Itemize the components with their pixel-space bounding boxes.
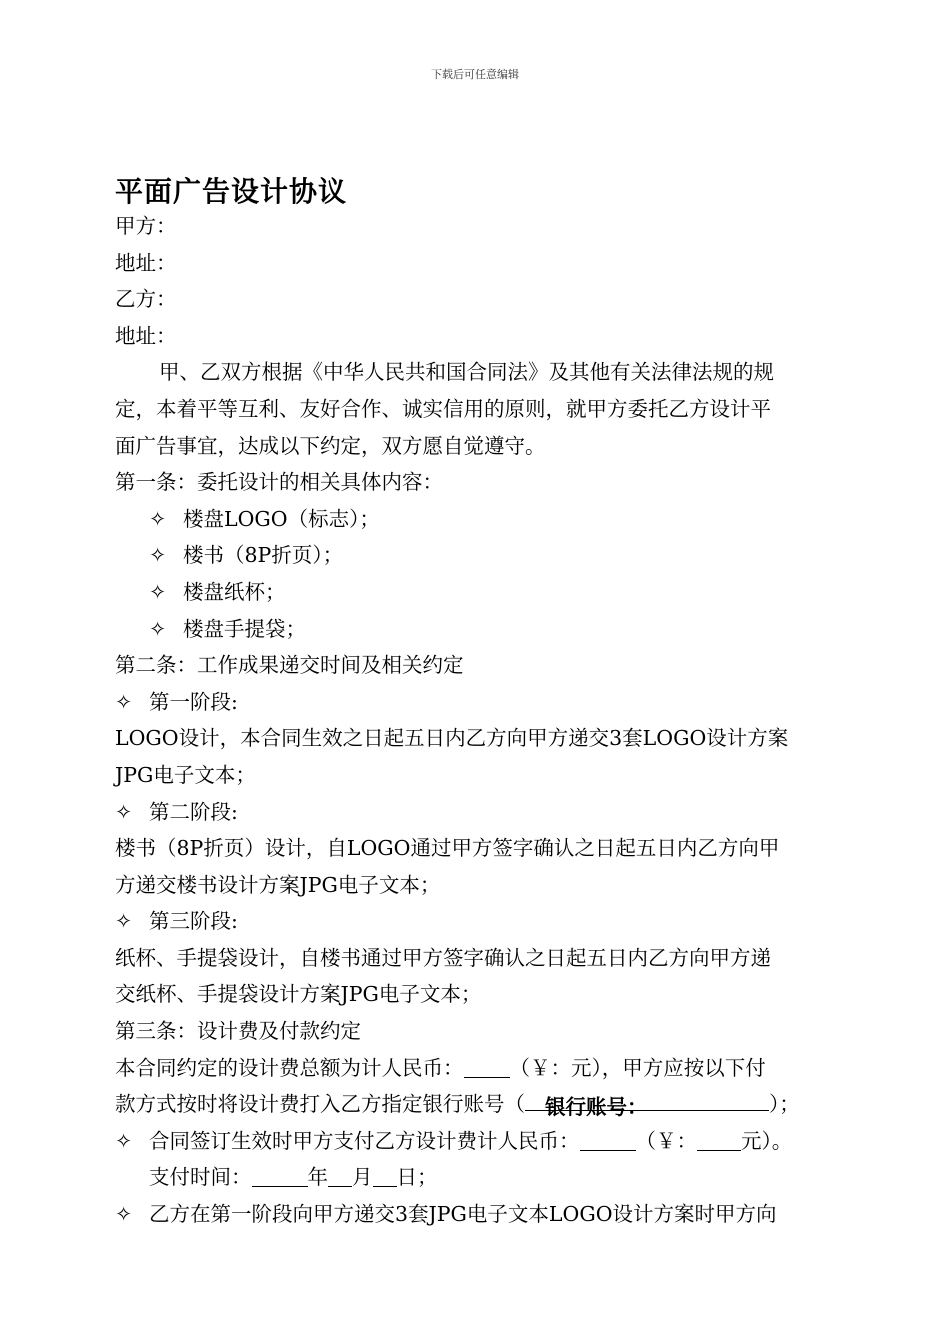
stage-label-text: 第二阶段: bbox=[149, 799, 238, 824]
stage-label bbox=[115, 794, 840, 831]
bank-account-line bbox=[115, 1086, 840, 1123]
list-item-text: 楼盘LOGO（标志）； bbox=[183, 506, 380, 531]
payment-time-line bbox=[115, 1159, 840, 1196]
fee-total-text: 本合同约定的设计费总额为计人民币： bbox=[115, 1055, 464, 1080]
diamond-bullet-icon: ✧ bbox=[149, 506, 167, 531]
stage-label-text: 第一阶段: bbox=[149, 689, 238, 714]
party-a-line: 甲方： bbox=[115, 214, 177, 238]
address-b-line: 地址： bbox=[115, 323, 177, 348]
payment-item bbox=[115, 1123, 840, 1160]
fee-total-text-2: （￥：元），甲方应按以下付 bbox=[509, 1055, 766, 1080]
stage-label bbox=[115, 903, 840, 940]
diamond-bullet-icon: ✧ bbox=[115, 799, 133, 824]
stage-text: LOGO设计，本合同生效之日起五日内乙方向甲方递交3套LOGO设计方案 bbox=[115, 726, 789, 751]
party-b-line: 乙方： bbox=[115, 287, 177, 312]
stage-text: 交纸杯、手提袋设计方案JPG电子文本； bbox=[115, 982, 482, 1007]
article-2-heading: 第二条：工作成果递交时间及相关约定 bbox=[115, 653, 464, 678]
diamond-bullet-icon: ✧ bbox=[149, 579, 167, 604]
bank-text-2: ）； bbox=[769, 1092, 800, 1117]
payment-yuan-blank bbox=[697, 1128, 741, 1151]
payment-text-2: （￥： bbox=[635, 1128, 697, 1153]
payment-amount-blank bbox=[580, 1128, 636, 1151]
bank-text: 款方式按时将设计费打入乙方指定银行账号（ bbox=[115, 1092, 525, 1117]
list-item bbox=[115, 537, 840, 574]
list-item bbox=[115, 611, 840, 648]
payment-text-3: 元）。 bbox=[741, 1128, 793, 1153]
list-item-text: 楼书（8P折页）； bbox=[183, 543, 344, 568]
stage-text: 纸杯、手提袋设计，自楼书通过甲方签字确认之日起五日内乙方向甲方递 bbox=[115, 945, 771, 970]
header-note: 下载后可任意编辑 bbox=[431, 68, 519, 81]
fee-total-line bbox=[115, 1050, 840, 1087]
bank-account-blank: 银行账号： bbox=[525, 1089, 769, 1111]
intro-line: 面广告事宜，达成以下约定，双方愿自觉遵守。 bbox=[115, 433, 546, 458]
fee-total-blank bbox=[464, 1055, 510, 1078]
payment-text: 乙方在第一阶段向甲方递交3套JPG电子文本LOGO设计方案时甲方向 bbox=[149, 1202, 777, 1227]
diamond-bullet-icon: ✧ bbox=[115, 1202, 133, 1227]
list-item bbox=[115, 574, 840, 611]
month-label: 月 bbox=[352, 1165, 373, 1190]
stage-text: JPG电子文本； bbox=[115, 762, 256, 787]
day-label: 日； bbox=[396, 1165, 438, 1190]
stage-text: 方递交楼书设计方案JPG电子文本； bbox=[115, 872, 441, 897]
address-a-line: 地址： bbox=[115, 250, 177, 275]
month-blank bbox=[328, 1164, 352, 1187]
list-item-text: 楼盘纸杯； bbox=[183, 579, 286, 604]
article-3-heading: 第三条：设计费及付款约定 bbox=[115, 1019, 361, 1044]
diamond-bullet-icon: ✧ bbox=[149, 543, 167, 568]
pay-time-label: 支付时间： bbox=[149, 1165, 252, 1190]
stage-label bbox=[115, 684, 840, 721]
payment-text: 合同签订生效时甲方支付乙方设计费计人民币： bbox=[149, 1128, 580, 1153]
stage-text: 楼书（8P折页）设计，自LOGO通过甲方签字确认之日起五日内乙方向甲 bbox=[115, 836, 780, 861]
intro-line: 甲、乙双方根据《中华人民共和国合同法》及其他有关法律法规的规 bbox=[159, 360, 774, 385]
day-blank bbox=[373, 1164, 397, 1187]
payment-item bbox=[115, 1196, 840, 1233]
article-1-heading: 第一条：委托设计的相关具体内容： bbox=[115, 470, 443, 495]
diamond-bullet-icon: ✧ bbox=[115, 1128, 133, 1153]
year-label: 年 bbox=[307, 1165, 328, 1190]
diamond-bullet-icon: ✧ bbox=[149, 616, 167, 641]
intro-line: 定，本着平等互利、友好合作、诚实信用的原则，就甲方委托乙方设计平 bbox=[115, 396, 771, 421]
document-title: 平面广告设计协议 bbox=[115, 175, 348, 208]
document-body bbox=[115, 208, 840, 1233]
stage-label-text: 第三阶段: bbox=[149, 909, 238, 934]
diamond-bullet-icon: ✧ bbox=[115, 689, 133, 714]
diamond-bullet-icon: ✧ bbox=[115, 909, 133, 934]
year-blank bbox=[252, 1164, 308, 1187]
list-item bbox=[115, 501, 840, 538]
list-item-text: 楼盘手提袋； bbox=[183, 616, 306, 641]
